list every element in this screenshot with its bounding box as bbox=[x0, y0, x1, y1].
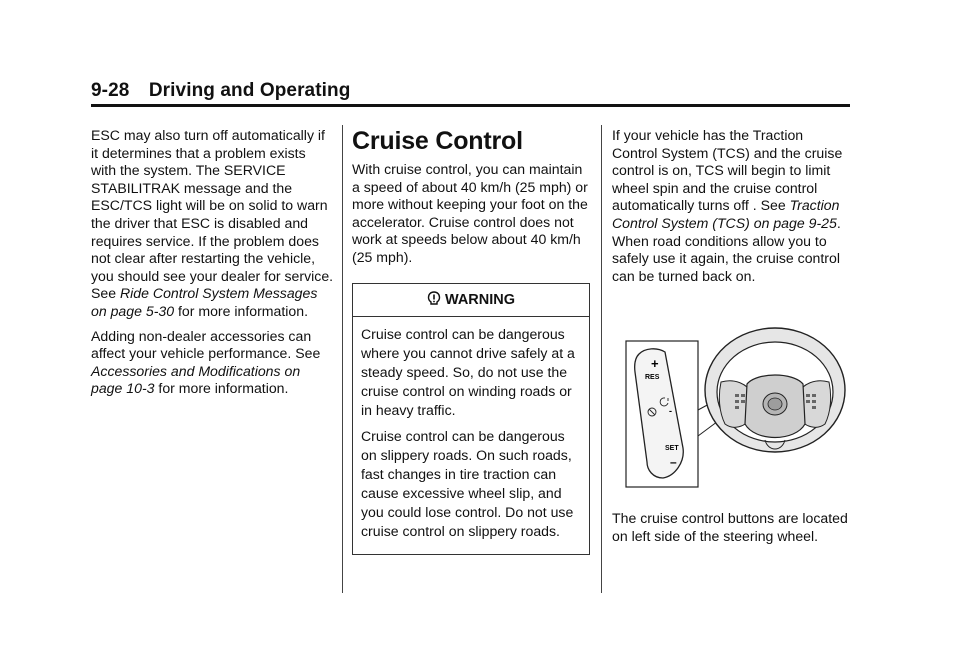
page-number: 9-28 bbox=[91, 80, 130, 101]
accessories-ref-link[interactable]: Accessories and Modifications on page 10-3 bbox=[91, 362, 301, 397]
column-middle bbox=[352, 127, 592, 555]
header-rule bbox=[91, 104, 850, 107]
column-divider-1 bbox=[342, 125, 343, 593]
set-button-label[interactable]: SET bbox=[665, 445, 679, 452]
warning-paragraph-1: Cruise control can be dangerous where you cannot drive safely at a steady speed. So, do not use the cruise control on winding roads or in heavy traffic. bbox=[361, 326, 575, 419]
warning-body bbox=[353, 317, 589, 554]
accessories-paragraph: Adding non-dealer accessories can affect your vehicle performance. See Accessories and Modifications on page 10-3 for more information. bbox=[91, 327, 321, 397]
minus-label: – bbox=[670, 455, 677, 469]
page-header bbox=[91, 80, 350, 102]
cruise-control-heading: Cruise Control bbox=[352, 127, 523, 155]
steering-wheel bbox=[705, 328, 845, 452]
column-divider-2 bbox=[601, 125, 602, 593]
steering-wheel-figure bbox=[625, 312, 855, 497]
minus-small-label: - bbox=[669, 406, 672, 416]
plus-label: + bbox=[651, 356, 659, 371]
steering-wheel-illustration bbox=[625, 312, 855, 492]
column-left bbox=[91, 127, 334, 405]
warning-box bbox=[352, 283, 590, 556]
esc-paragraph: ESC may also turn off automatically if it determines that a problem exists with the system. The SERVICE STABILITRAK message and the ESC/TCS light will be on solid to warn the driver that ESC is disabled and requires service. If the problem does not clear after restarting the vehicle, you should see your dealer for service. See Ride Control System Messages on page 5-30 for more information. bbox=[91, 127, 334, 319]
column-right bbox=[612, 127, 852, 292]
cruise-intro-paragraph: With cruise control, you can maintain a speed of about 40 km/h (25 mph) or more without keeping your foot on the accelerator. Cruise control does not work at speeds below about 40 km/h (25 mph). bbox=[352, 161, 588, 265]
section-title: Driving and Operating bbox=[148, 80, 351, 101]
figure-caption: The cruise control buttons are located on left side of the steering wheel. bbox=[612, 510, 848, 544]
warning-paragraph-2: Cruise control can be dangerous on slippery roads. On such roads, fast changes in tire traction can cause excessive wheel slip, and you could lose control. Do not use cruise control on slippery roads. bbox=[361, 428, 574, 540]
tcs-ref-link[interactable]: Traction Control System (TCS) on page 9-25 bbox=[612, 197, 840, 231]
res-button-label[interactable]: RES bbox=[645, 374, 660, 381]
warning-icon bbox=[427, 291, 441, 307]
tcs-paragraph: If your vehicle has the Traction Control System (TCS) and the cruise control is on, TCS will begin to limit wheel spin and the cruise control automatically turns off . See Traction Control System (TCS) on page 9-25. When road conditions allow you to safely use it again, the cruise control can be turned back on. bbox=[612, 127, 843, 284]
warning-header bbox=[353, 284, 589, 318]
warning-label: WARNING bbox=[444, 291, 516, 308]
ride-control-ref-link[interactable]: Ride Control System Messages on page 5-30 bbox=[91, 285, 318, 319]
